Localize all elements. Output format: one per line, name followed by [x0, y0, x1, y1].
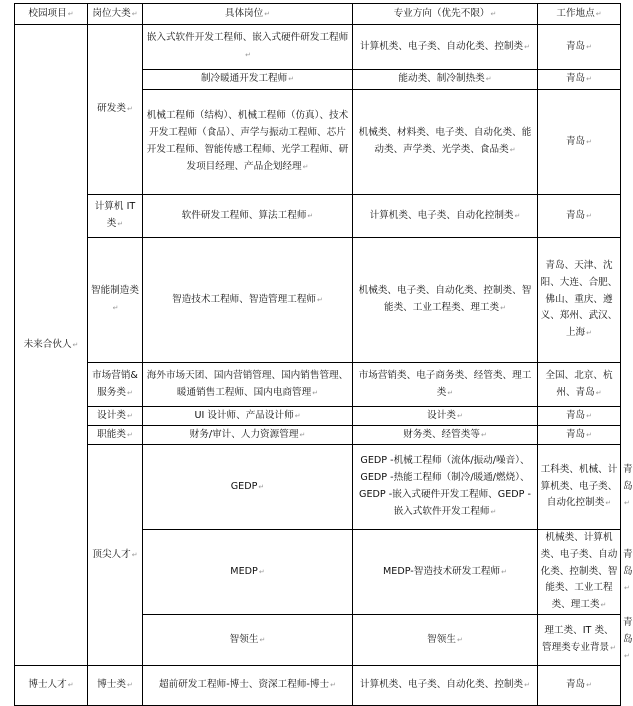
- table-row: [15, 195, 621, 238]
- location-cell: 青岛↵: [538, 70, 621, 90]
- category-cell: 研发类↵: [88, 25, 143, 195]
- major-cell: 机械类、材料类、电子类、自动化类、能动类、声学类、光学类、食品类↵: [353, 90, 538, 195]
- position-cell: 智领生↵: [353, 614, 538, 665]
- position-cell: 海外市场天团、国内营销管理、国内销售管理、暖通销售工程师、国内电商管理↵: [143, 363, 353, 407]
- category-cell: 计算机 IT 类↵: [88, 195, 143, 238]
- category-cell: 市场营销&服务类↵: [88, 363, 143, 407]
- major-cell: 工科类、机械、计算机类、电子类、自动化控制类↵: [538, 445, 621, 530]
- table-row: [15, 25, 621, 70]
- position-cell: 智造技术工程师、智造管理工程师↵: [143, 238, 353, 363]
- program-cell: 未来合伙人↵: [15, 25, 88, 666]
- table-header-row: [15, 4, 621, 25]
- position-cell: 软件研发工程师、算法工程师↵: [143, 195, 353, 238]
- header-position: 具体岗位↵: [143, 4, 353, 25]
- major-cell: 机械类、电子类、自动化类、控制类、智能类、工业工程类、理工类↵: [353, 238, 538, 363]
- location-cell: 青岛↵: [538, 407, 621, 426]
- position-cell: GEDP -机械工程师（流体/振动/噪音）、GEDP -热能工程师（制冷/暖通/燃烧）、GEDP -嵌入式硬件开发工程师、GEDP -嵌入式软件开发工程师↵: [353, 445, 538, 530]
- position-cell: 机械工程师（结构）、机械工程师（仿真）、技术开发工程师（食品）、声学与振动工程师、芯片开发工程师、智能传感工程师、光学工程师、研发项目经理、产品企划经理↵: [143, 90, 353, 195]
- major-cell: 理工类、IT 类、管理类专业背景↵: [538, 614, 621, 665]
- major-cell: 计算机类、电子类、自动化类、控制类↵: [353, 25, 538, 70]
- major-cell: 机械类、计算机类、电子类、自动化类、控制类、智能类、工业工程类、理工类↵: [538, 530, 621, 615]
- major-cell: 市场营销类、电子商务类、经管类、理工类↵: [353, 363, 538, 407]
- table-row: [15, 238, 621, 363]
- header-category: 岗位大类↵: [88, 4, 143, 25]
- location-cell: 全国、北京、杭州、青岛↵: [538, 363, 621, 407]
- table-row: MEDP↵ MEDP-智造技术研发工程师↵ 机械类、计算机类、电子类、自动化类、控制类、智能类、工业工程类、理工类↵ 青岛↵: [15, 530, 621, 615]
- location-cell: 青岛↵: [538, 195, 621, 238]
- category-cell: 设计类↵: [88, 407, 143, 426]
- table-row: 顶尖人才↵ GEDP↵ GEDP -机械工程师（流体/振动/噪音）、GEDP -热能工程师（制冷/暖通/燃烧）、GEDP -嵌入式硬件开发工程师、GEDP -嵌入式软件开发工程师↵ 工科类、机械、计算机类、电子类、自动化控制类↵ 青岛↵: [15, 445, 621, 530]
- position-cell: 制冷暖通开发工程师↵: [143, 70, 353, 90]
- table-row: [15, 426, 621, 445]
- location-cell: 青岛↵: [538, 90, 621, 195]
- table-row: [15, 407, 621, 426]
- position-cell: UI 设计师、产品设计师↵: [143, 407, 353, 426]
- position-cell: 嵌入式软件开发工程师、嵌入式硬件研发工程师↵: [143, 25, 353, 70]
- position-cell: MEDP-智造技术研发工程师↵: [353, 530, 538, 615]
- location-cell: 青岛、天津、沈阳、大连、合肥、佛山、重庆、遵义、郑州、武汉、上海↵: [538, 238, 621, 363]
- category-cell: GEDP↵: [143, 445, 353, 530]
- program-cell: 博士人才↵: [15, 666, 88, 706]
- position-cell: 财务/审计、人力资源管理↵: [143, 426, 353, 445]
- table-row: [15, 363, 621, 407]
- major-cell: 计算机类、电子类、自动化控制类↵: [353, 195, 538, 238]
- table-row: 智领生↵ 智领生↵ 理工类、IT 类、管理类专业背景↵ 青岛↵: [15, 614, 621, 665]
- program-cell: 顶尖人才↵: [88, 445, 143, 666]
- recruitment-table: [14, 3, 633, 706]
- category-cell: 智能制造类↵: [88, 238, 143, 363]
- major-cell: 设计类↵: [353, 407, 538, 426]
- location-cell: 青岛↵: [538, 426, 621, 445]
- header-major: 专业方向（优先不限）↵: [353, 4, 538, 25]
- header-location: 工作地点↵: [538, 4, 621, 25]
- position-cell: 超前研发工程师-博士、资深工程师-博士↵: [143, 666, 353, 706]
- category-cell: 智领生↵: [143, 614, 353, 665]
- table-row: [15, 666, 621, 706]
- location-cell: 青岛↵: [538, 666, 621, 706]
- category-cell: MEDP↵: [143, 530, 353, 615]
- location-cell: 青岛↵: [538, 25, 621, 70]
- category-cell: 博士类↵: [88, 666, 143, 706]
- header-program: 校园项目↵: [15, 4, 88, 25]
- major-cell: 计算机类、电子类、自动化类、控制类↵: [353, 666, 538, 706]
- major-cell: 能动类、制冷制热类↵: [353, 70, 538, 90]
- category-cell: 职能类↵: [88, 426, 143, 445]
- major-cell: 财务类、经管类等↵: [353, 426, 538, 445]
